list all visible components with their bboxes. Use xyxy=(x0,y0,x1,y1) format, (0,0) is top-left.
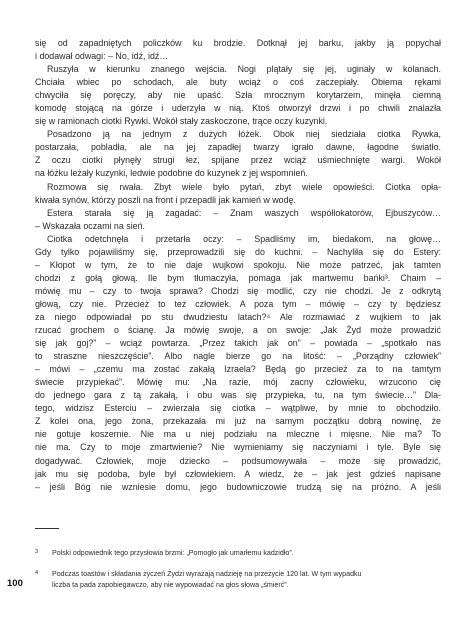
text-line: Z kolei ona, jego żona, przekazała mi już na samym początku dobrą nowinę, że xyxy=(35,416,441,427)
text-line: jak mu się podoba, byle był człowiekiem. A wiedz, że – jak jest gdzieś napisane xyxy=(35,468,441,479)
text-line: świecie przypiekać”. Mówię mu: „Na razie, mój zacny człowieku, wrzucono cię xyxy=(35,377,441,388)
footnote-text: Podczas toastów i składania życzeń Żydzi wyrażają nadzieję na przeżycie 120 lat. W tym wypadku xyxy=(52,569,362,578)
text-line: Rozmowa się rwała. Zbyt wiele było pytań, zbyt wiele opowieści. Ciotka opła- xyxy=(47,181,441,192)
text-line: chwyciła się poręczy, aby nie upaść. Szła mrocznym korytarzem, minęła ciemną xyxy=(35,90,441,101)
text-line: chodzi z gołą głową. Ile bym tłumaczyła, pomaga jak martwemu bańki³. Chaim – xyxy=(35,272,441,283)
footnote-number: 3 xyxy=(35,549,39,555)
text-line: Gdy tylko pojawiliśmy się, przeprowadzili się do kuchni. – Nachyliła się do Estery: xyxy=(35,246,441,257)
text-line: komodę stojącą na górze i uderzyła w nią. Ktoś otworzył drzwi i po chwili znalazła xyxy=(35,103,441,114)
text-line: się od zapadniętych policzków ku brodzie. Dotknął jej barku, jakby ją popychał xyxy=(35,38,441,48)
text-line: – mówi – „czemu ma zostać zakałą Izraela? Będą go przecież za to na tamtym xyxy=(35,364,441,375)
text-line: Chciała wbiec po schodach, ale buty wciąż o coś zaczepiały. Obiema rękami xyxy=(35,77,441,88)
footnote-text: liczba ta pada zapobiegawczo, aby nie wypowiadać na głos słowa „śmierć”. xyxy=(52,580,289,589)
body-text xyxy=(35,37,441,494)
page-number: 100 xyxy=(7,578,23,589)
text-line: tego, widzisz Esterciu – zwierzała się ciotka – wątpliwe, by mnie to obchodziło. xyxy=(35,403,441,414)
footnotes xyxy=(35,548,441,600)
text-line: to straszne nieszczęście”. Albo nagle bierze go na litość: – „Porządny człowiek” xyxy=(35,351,441,362)
text-line: Ruszyła w kierunku znanego wejścia. Nogi plątały się jej, uginały w kolanach. xyxy=(47,64,441,75)
text-line: Estera starała się ją zagadać: – Znam waszych współlokatorów, Ejbuszyców… xyxy=(47,207,441,218)
text-line: do jednego gara z tą zakałą, i obu was się przypieka, tu, na tym świecie…” Dla- xyxy=(35,390,441,401)
text-line: postarzała, pobladła, ale na jej zapadłej twarzy igrało dawne, łagodne światło. xyxy=(35,142,441,153)
text-line: Z oczu ciotki płynęły strugi łez, spijane przez wciąż uśmiechnięte wargi. Wokół xyxy=(35,155,441,166)
text-line: kiwała synów, którzy poszli na front i przepadli jak kamień w wodę. xyxy=(35,194,296,205)
text-line: za niego odpowiadał po stu dwudziestu latach?⁴ Ale rozmawiać z wujkiem to jak xyxy=(35,311,441,322)
text-line: nie ma. Czy to moje zmartwienie? Nie wymieniamy się naczyniami i tyle. Byle się xyxy=(35,442,441,453)
text-line: rzucać grochem o ścianę. Ja mówię swoje, a on swoje: „Jak Żyd może prowadzić xyxy=(35,325,441,336)
text-line: głową, czy nie. Przecież to też człowiek. A poza tym – mówię – czy ty będziesz xyxy=(35,298,441,309)
text-line: – jeśli Bóg nie wzniesie domu, jego budowniczowie trudzą się na próżno. A jeśli xyxy=(35,481,441,492)
footnote xyxy=(35,569,441,591)
footnote xyxy=(35,548,441,559)
text-line: – Wskazała oczami na sień. xyxy=(35,220,145,231)
text-line: – Kłopot w tym, że to nie daje wujkowi spokoju. Nie może patrzeć, jak tamten xyxy=(35,259,441,270)
text-line: Posadzono ją na jednym z dużych łóżek. Obok niej siedziała ciotka Rywka, xyxy=(47,129,441,140)
text-line: się jak goj?” – wciąż powtarza. „Przez takich jak on” – powiada – „spotkało nas xyxy=(35,338,441,349)
text-line: Ciotka odetchnęła i przetarła oczy: – Spadliśmy im, biedakom, na głowę… xyxy=(47,233,441,244)
text-line: mówię mu – czy to twoja sprawa? Chodzi się modlić, czy nie chodzi. Je z odkrytą xyxy=(35,285,441,296)
footnote-divider xyxy=(35,528,59,529)
text-line: się w ramionach ciotki Rywki. Wokół stały zaskoczone, trące oczy kuzynki. xyxy=(35,116,328,127)
text-line: na łóżku leżały kuzynki, ledwie podobne do kuzynek z jej wspomnień. xyxy=(35,168,308,179)
text-line: i dodawał odwagi: – No, idź, idź… xyxy=(35,51,169,62)
text-line: dogadywać. Człowiek, moje dziecko – podsumowywała – może się prowadzić, xyxy=(35,455,441,466)
footnote-number: 4 xyxy=(35,569,39,576)
text-line: nie gotuje koszernie. Nie ma u niej podziału na mleczne i mięsne. Nie ma? To xyxy=(35,429,441,440)
footnote-text: Polski odpowiednik tego przysłowia brzmi: „Pomogło jak umarłemu kadzidło”. xyxy=(52,549,294,557)
